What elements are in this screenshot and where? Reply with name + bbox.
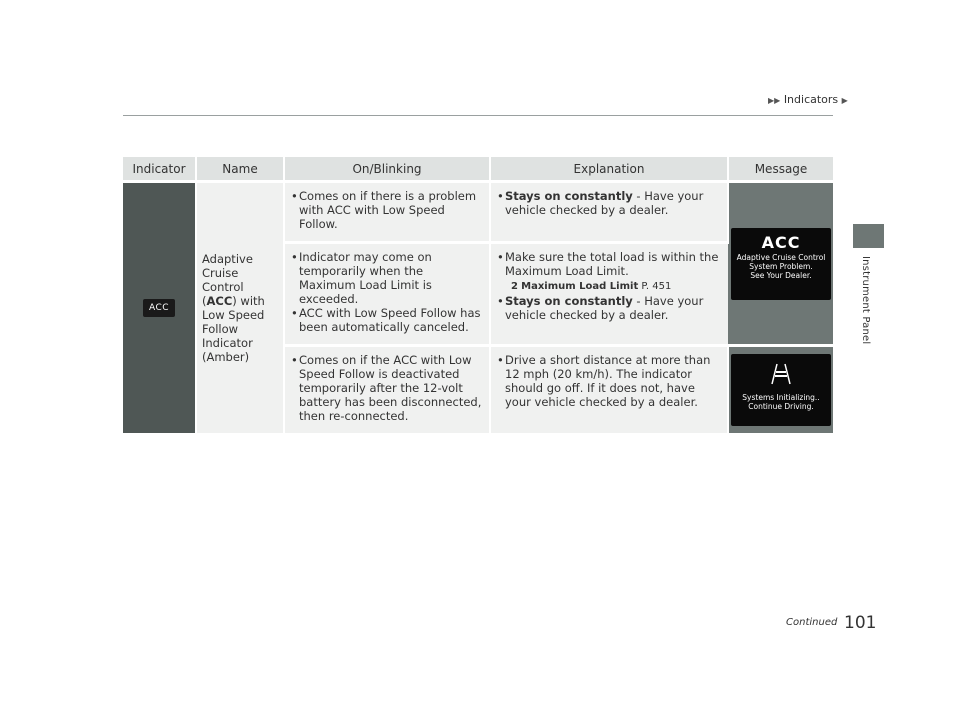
explanation-cell bbox=[490, 243, 728, 346]
message-line: See Your Dealer. bbox=[750, 270, 812, 280]
message-line: Systems Initializing.. bbox=[742, 393, 820, 402]
acc-problem-message bbox=[731, 228, 831, 300]
explanation-cell bbox=[490, 182, 728, 243]
message-line: Continue Driving. bbox=[748, 402, 814, 411]
indicator-table bbox=[123, 157, 833, 433]
header-rule bbox=[123, 115, 833, 116]
col-header-on-blinking: On/Blinking bbox=[284, 157, 490, 182]
chapter-label: Instrument Panel bbox=[860, 256, 871, 345]
list-item: • Drive a short distance at more than 12 mph (20 km/h). The indicator should go off. If it does not, have your vehicle checked by a dealer. bbox=[497, 353, 711, 409]
name-text-post: ) with Low Speed Follow Indicator (Amber) bbox=[202, 294, 265, 364]
list-item: • Indicator may come on temporarily when the Maximum Load Limit is exceeded. bbox=[291, 250, 432, 306]
col-header-message: Message bbox=[728, 157, 833, 182]
page-number: 101 bbox=[844, 613, 877, 633]
list-item: • Stays on constantly - Have your vehicle checked by a dealer. bbox=[497, 189, 704, 217]
chapter-tab bbox=[853, 224, 884, 248]
list-item: • Make sure the total load is within the Maximum Load Limit. bbox=[497, 250, 719, 278]
message-line: System Problem. bbox=[749, 261, 813, 271]
list-item: • Comes on if there is a problem with ACC with Low Speed Follow. bbox=[291, 189, 477, 231]
on-blinking-cell bbox=[284, 243, 490, 346]
section-breadcrumb bbox=[768, 93, 848, 106]
breadcrumb-arrow-icon: ▶▶ bbox=[768, 96, 781, 105]
table-header-row bbox=[123, 157, 833, 182]
col-header-explanation: Explanation bbox=[490, 157, 728, 182]
name-cell bbox=[196, 182, 284, 434]
message-cell bbox=[728, 346, 833, 434]
message-cell bbox=[728, 182, 833, 346]
name-text-bold: ACC bbox=[206, 294, 233, 308]
on-blinking-cell bbox=[284, 346, 490, 434]
reference-arrow-icon: 2 bbox=[511, 281, 518, 292]
indicator-cell bbox=[123, 182, 196, 434]
table-row bbox=[123, 182, 833, 243]
list-item: • Comes on if the ACC with Low Speed Follow is deactivated temporarily after the 12-volt battery has been disconnected, then re-connected. bbox=[291, 353, 482, 423]
lane-assist-icon bbox=[731, 354, 831, 389]
list-item: • ACC with Low Speed Follow has been automatically canceled. bbox=[291, 306, 481, 334]
systems-initializing-message bbox=[731, 354, 831, 426]
breadcrumb-label: Indicators bbox=[783, 93, 839, 106]
on-blinking-cell bbox=[284, 182, 490, 243]
breadcrumb-arrow-icon: ▶ bbox=[841, 96, 848, 105]
message-line: Adaptive Cruise Control bbox=[736, 252, 826, 262]
message-title: ACC bbox=[761, 232, 801, 252]
acc-indicator-icon: ACC bbox=[143, 299, 175, 317]
name-text-pre: Adaptive Cruise Control ( bbox=[202, 252, 253, 308]
continued-label: Continued bbox=[786, 617, 838, 628]
col-header-name: Name bbox=[196, 157, 284, 182]
page-reference-link[interactable]: 2 Maximum Load Limit P. 451 bbox=[511, 281, 672, 292]
list-item: • Stays on constantly - Have your vehicle checked by a dealer. bbox=[497, 294, 704, 322]
col-header-indicator: Indicator bbox=[123, 157, 196, 182]
explanation-cell bbox=[490, 346, 728, 434]
